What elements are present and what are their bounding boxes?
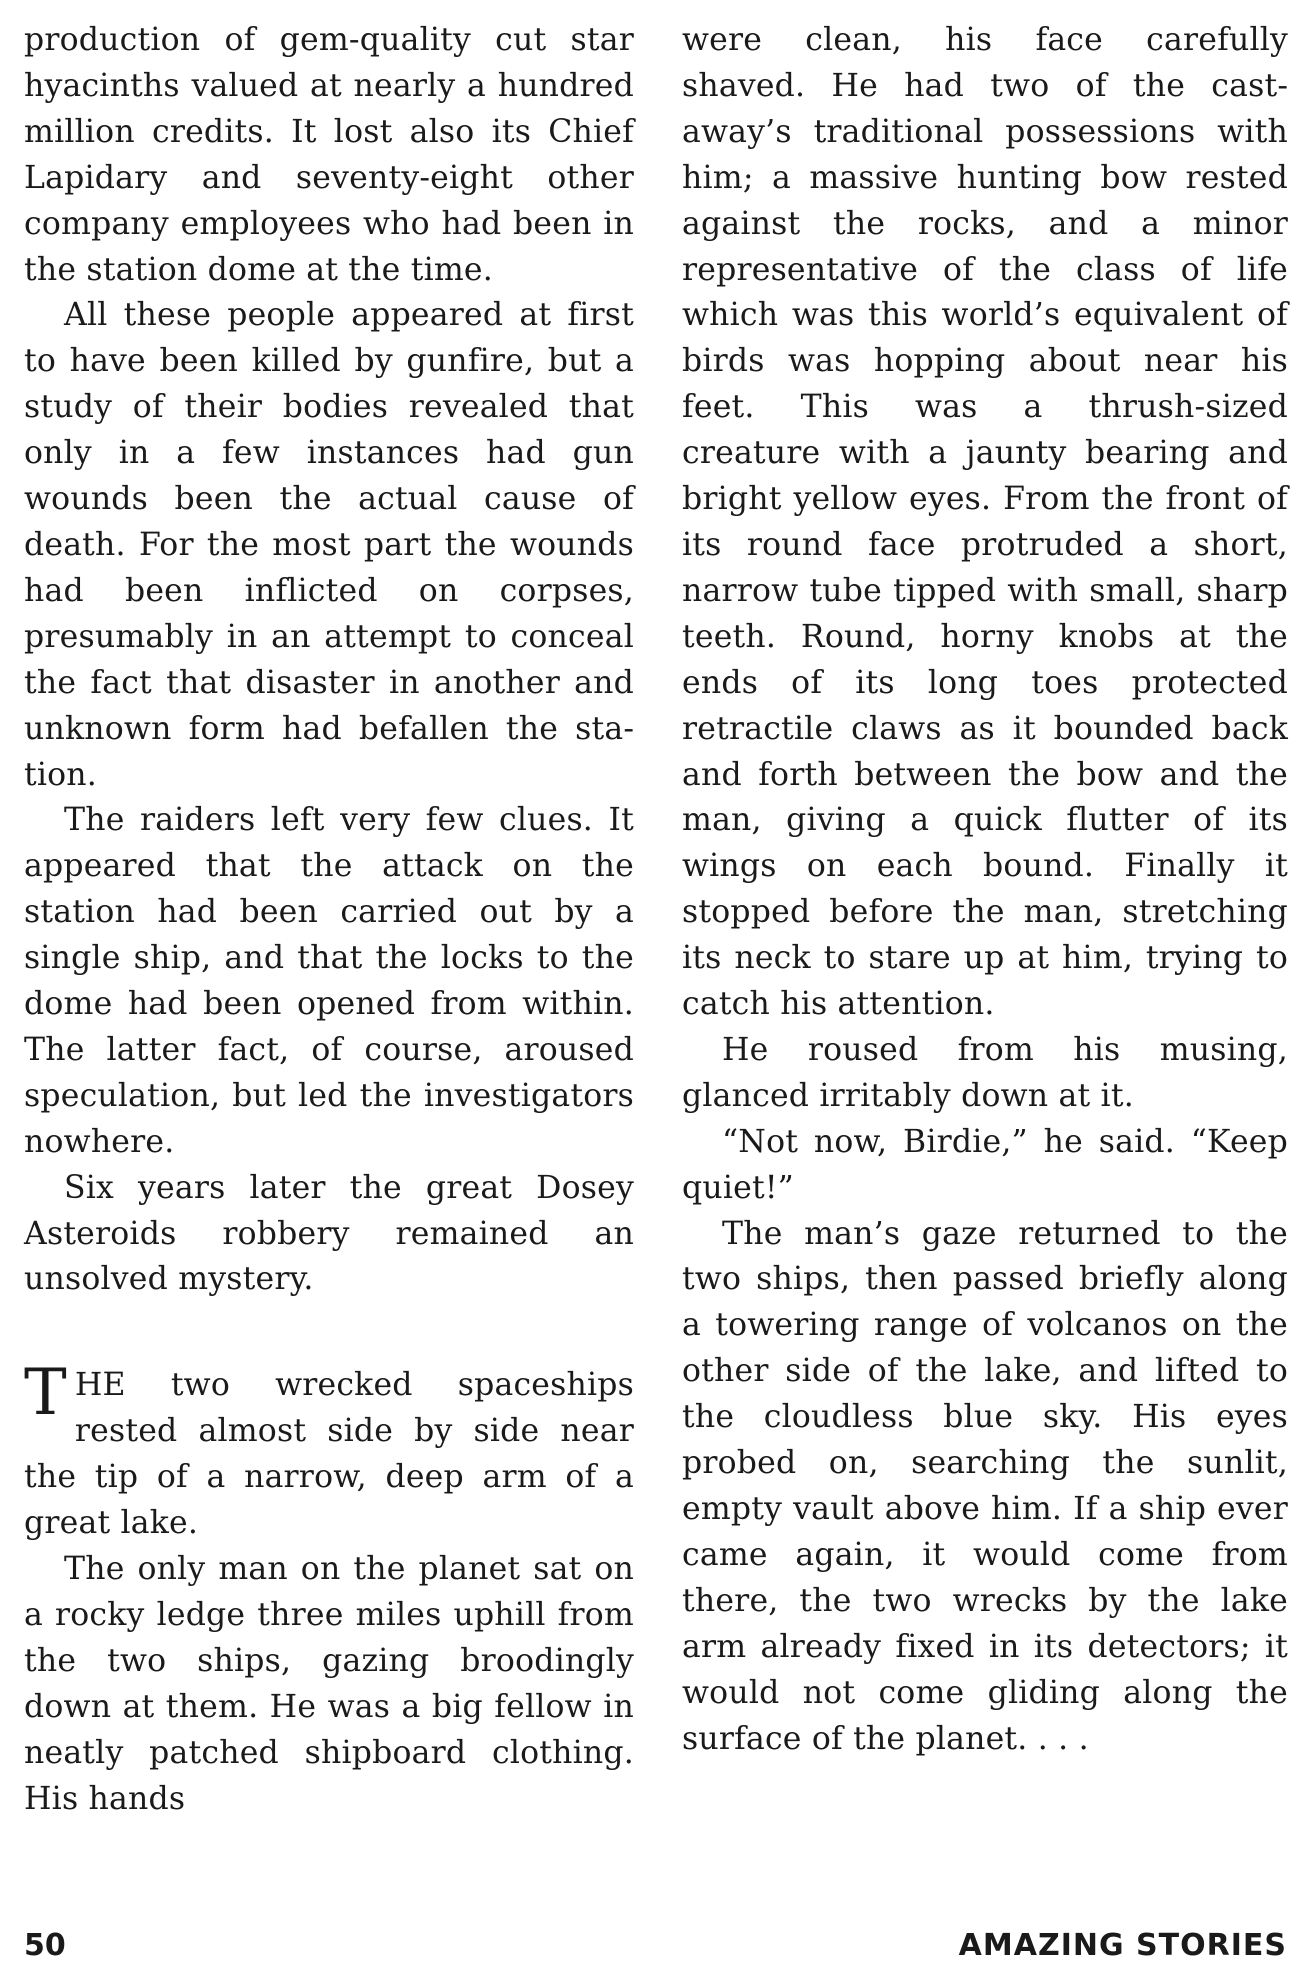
- page-number: 50: [24, 1928, 66, 1963]
- page-footer: [24, 1928, 1287, 1968]
- right-column: [682, 18, 1288, 1762]
- section-opening-paragraph: [24, 1356, 634, 1547]
- paragraph: The man’s gaze returned to the two ships, then passed briefly along a towering range of volcanos on the other side of the lake, and lifted to the cloudless blue sky. His eyes probed on, searching the sunlit, empty vault above him. If a ship ever came again, it would come from there, the two wrecks by the lake arm already fixed in its detectors; it would not come gliding along the surface of the planet. . . .: [682, 1215, 1288, 1757]
- paragraph: were clean, his face carefully shaved. He had two of the castaway’s traditional possessions with him; a massive hunting bow rested against the rocks, and a minor representative of the class of life which was this world’s equivalent of birds was hopping about near his feet. This was a thrush-sized creature with a jaunty bearing and bright yellow eyes. From the front of its round face protruded a short, narrow tube tipped with small, sharp teeth. Round, horny knobs at the ends of its long toes protected retractile claws as it bounded back and forth between the bow and the man, giving a quick flutter of its wings on each bound. Finally it stopped before the man, stretching its neck to stare up at him, trying to catch his attention.: [682, 22, 1288, 1023]
- section-opening-text: HE two wrecked spaceships rested almost side by side near the tip of a narrow, deep arm of a great lake.: [24, 1367, 634, 1542]
- magazine-title: AMAZING STORIES: [958, 1928, 1287, 1963]
- paragraph: “Not now, Birdie,” he said. “Keep quiet!”: [682, 1123, 1288, 1206]
- paragraph: The only man on the planet sat on a rocky ledge three miles uphill from the two ships, gazing broodingly down at them. He was a big fellow in neatly patched shipboard clothing. His hands: [24, 1551, 634, 1817]
- drop-cap: T: [24, 1356, 67, 1431]
- left-column: [24, 18, 634, 1822]
- paragraph: The raiders left very few clues. It appeared that the attack on the station had been carried out by a single ship, and that the locks to the dome had been opened from within. The latter fact, of course, aroused speculation, but led the investigators nowhere.: [24, 802, 634, 1160]
- paragraph: He roused from his musing, glanced irritably down at it.: [682, 1031, 1288, 1114]
- paragraph: Six years later the great Dosey Asteroids robbery remained an unsolved mystery.: [24, 1169, 634, 1298]
- paragraph: All these people appeared at first to have been killed by gunfire, but a study of their bodies revealed that only in a few instances had gun wounds been the actual cause of death. For the most part the wounds had been inflicted on corpses, presumably in an attempt to conceal the fact that disaster in another and unknown form had befallen the station.: [24, 297, 634, 793]
- paragraph: production of gem-quality cut star hyacinths valued at nearly a hundred million credits. It lost also its Chief Lapidary and seventy-eight other company employees who had been in the station dome at the time.: [24, 22, 634, 288]
